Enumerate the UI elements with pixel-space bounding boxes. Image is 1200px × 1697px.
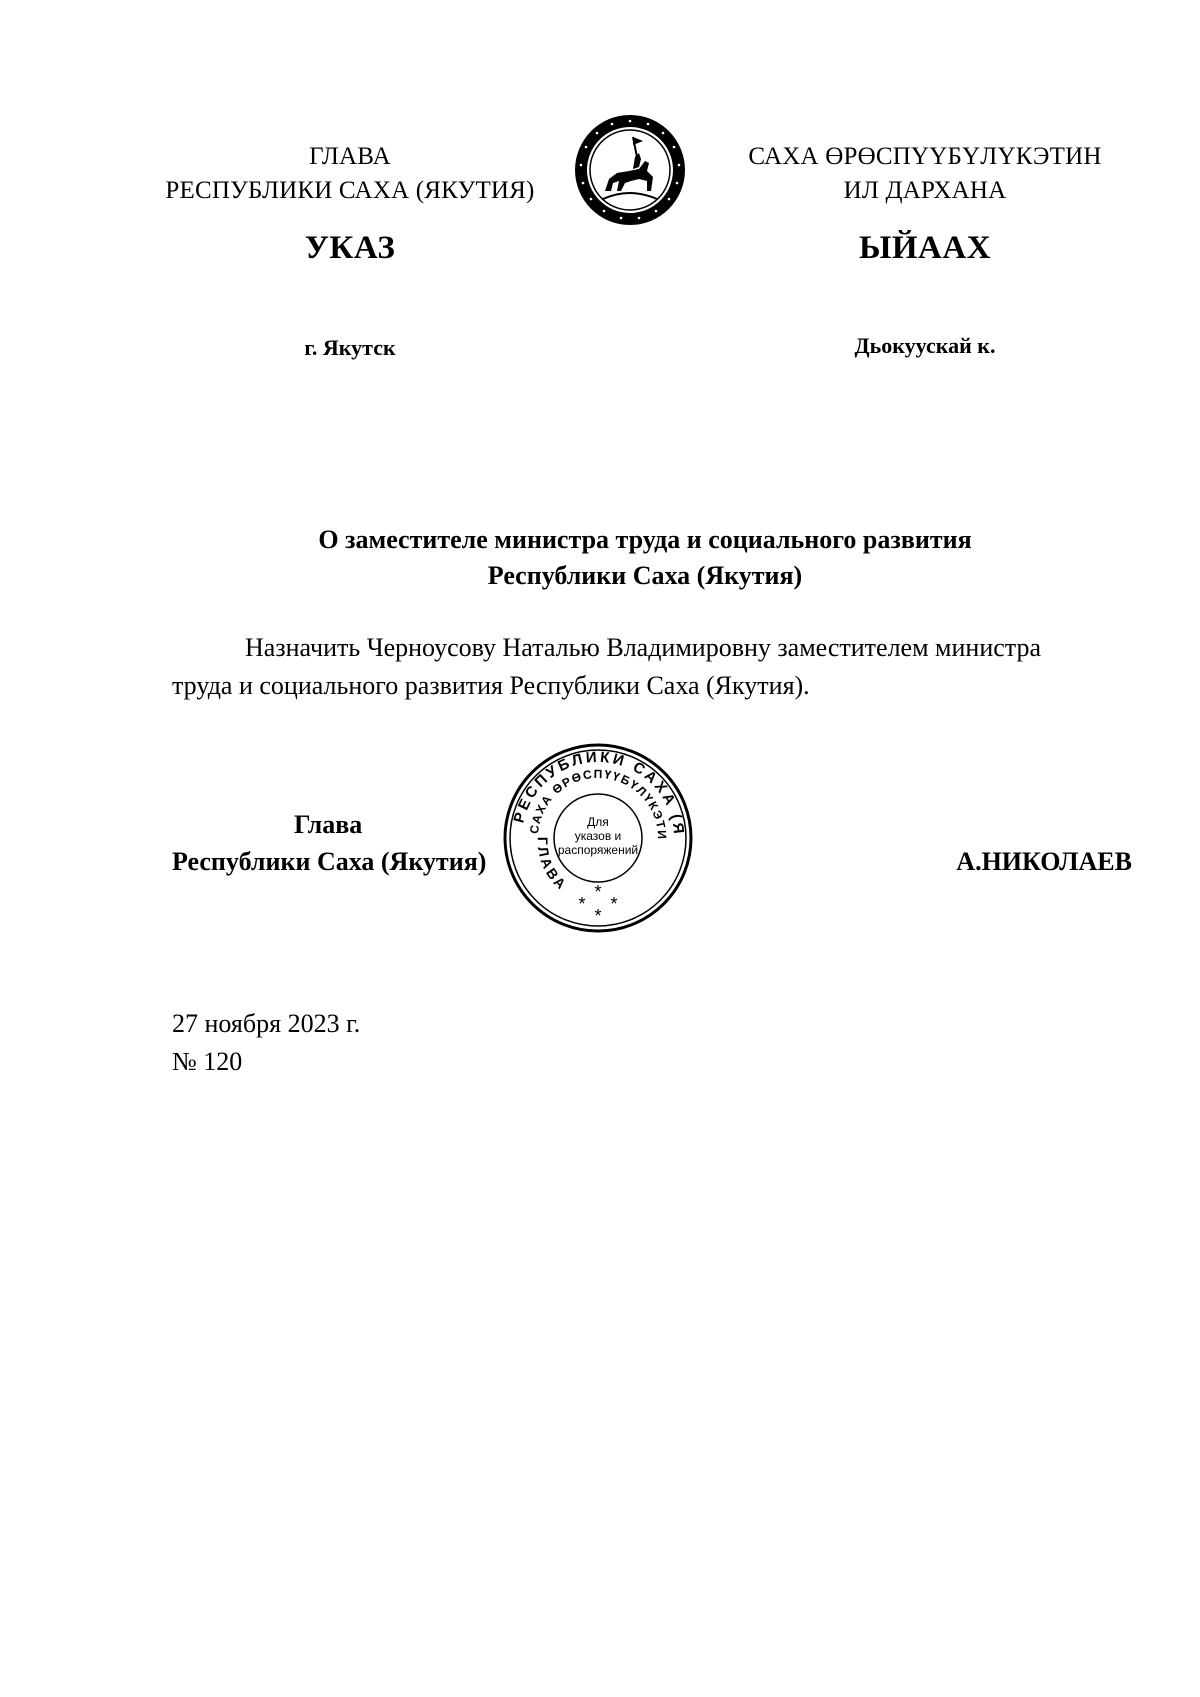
stamp-center-line3: распоряжений [557,843,639,857]
header-left [140,140,560,208]
signatory-name: А.НИКОЛАЕВ [956,847,1132,876]
official-stamp [502,742,694,934]
stamp-lower-text: ГЛАВА [534,836,572,894]
header-right-line1: САХА ӨРӨСПҮҮБҮЛҮКЭТИН [748,143,1102,170]
doc-type-left: УКАЗ [304,230,396,266]
city-left: г. Якутск [304,335,396,360]
header-right-line2: ИЛ ДАРХАНА [843,177,1007,204]
header-left-line2: РЕСПУБЛИКИ САХА (ЯКУТИЯ) [165,177,535,204]
stamp-stars-icon [578,882,617,926]
title-line1: О заместителе министра труда и социального развития [318,525,972,554]
header-right [715,140,1135,208]
stamp-center-line2: указов и [574,829,622,843]
stamp-outer-text: РЕСПУБЛИКИ САХА (Я [510,748,688,838]
body-line2: труда и социального развития Республики Саха (Якутия). [172,671,810,700]
doc-type-right: ЫЙААХ [858,230,992,266]
svg-text:*: * [594,882,602,902]
city-right: Дьокуускай к. [854,333,996,358]
signature-position-line2: Республики Саха (Якутия) [172,847,487,876]
svg-text:*: * [578,894,586,914]
footer [172,1005,572,1081]
svg-text:*: * [594,906,602,926]
signature-position [172,806,512,880]
decree-date: 27 ноября 2023 г. [172,1009,361,1038]
stamp-center-line1: Для [587,815,609,829]
decree-body [172,629,1132,705]
document-title [160,522,1130,594]
decree-number: № 120 [172,1047,243,1076]
coat-of-arms-emblem-icon [573,113,687,227]
stamp-inner-text: САХА ӨРӨСПҮҮБҮЛҮКЭТИ [527,766,670,841]
title-line2: Республики Саха (Якутия) [487,561,803,590]
header-left-line1: ГЛАВА [309,143,391,170]
body-line1: Назначить Черноусову Наталью Владимировну заместителем министра [245,633,1041,662]
signature-position-line1: Глава [294,810,363,839]
svg-text:*: * [610,894,618,914]
